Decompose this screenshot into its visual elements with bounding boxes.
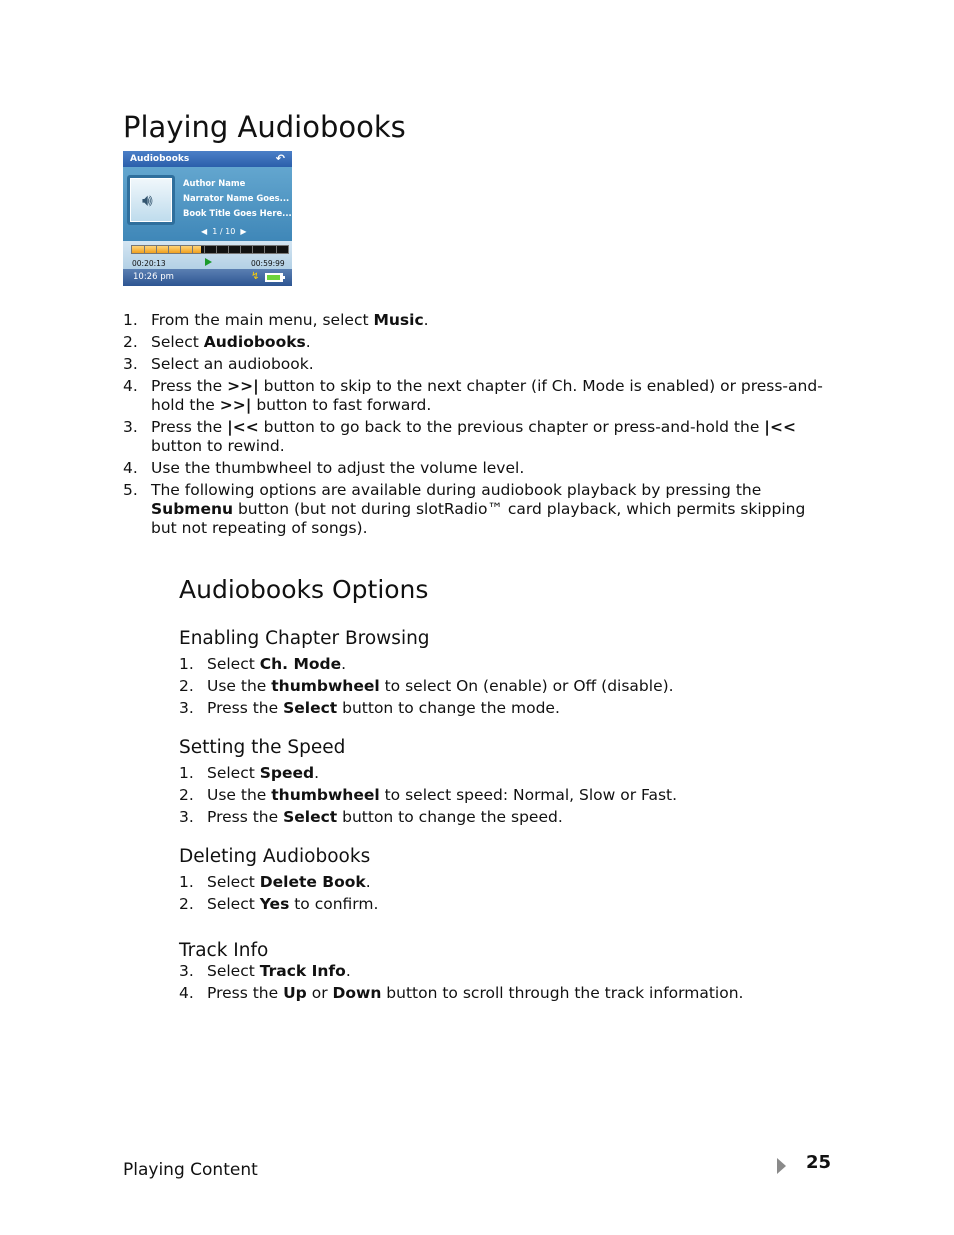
step-keyword: Select (283, 699, 338, 717)
step-keyword: Delete Book (259, 873, 366, 891)
step-text: Select (207, 655, 260, 673)
step-text: button to fast forward. (251, 396, 432, 414)
speaker-icon: 🔊︎ (142, 191, 153, 211)
step-text: button to go back to the previous chapter or press-and-hold the (258, 418, 765, 436)
step-keyword: >>| (227, 377, 259, 395)
step-text: . (341, 655, 347, 673)
device-header: Audiobooks (130, 154, 190, 164)
author-name: Author Name (183, 178, 246, 188)
list-item (123, 311, 823, 330)
step-number: 1. (179, 764, 194, 782)
play-icon (205, 258, 212, 266)
progress-segment (168, 246, 169, 253)
progress-segment (276, 246, 277, 253)
step-keyword: Submenu (151, 500, 234, 518)
section-steps (179, 873, 819, 917)
step-text: The following options are available during audiobook playback by pressing the (151, 481, 762, 499)
step-keyword: |<< (227, 418, 259, 436)
step-text: Select (207, 764, 260, 782)
elapsed-time: 00:20:13 (132, 259, 166, 268)
section-steps (179, 655, 819, 721)
progress-segment (228, 246, 229, 253)
step-number: 2. (123, 333, 138, 351)
section-title: Deleting Audiobooks (179, 846, 371, 867)
footer-section: Playing Content (123, 1160, 258, 1180)
progress-bar (131, 245, 289, 254)
step-keyword: Ch. Mode (259, 655, 342, 673)
progress-segment (252, 246, 253, 253)
step-text: to select On (enable) or Off (disable). (379, 677, 674, 695)
step-keyword: >>| (219, 396, 252, 414)
step-text: Press the (151, 377, 228, 395)
step-number: 3. (179, 699, 194, 717)
step-keyword: Audiobooks (203, 333, 306, 351)
list-item (179, 677, 819, 696)
step-text: Select (207, 895, 260, 913)
step-keyword: Select (283, 808, 338, 826)
list-item (179, 984, 819, 1003)
step-number: 2. (179, 786, 194, 804)
step-keyword: thumbwheel (271, 677, 380, 695)
clock: 10:26 pm (133, 272, 174, 282)
book-cover (127, 175, 175, 225)
step-number: 4. (123, 377, 138, 395)
book-title: Book Title Goes Here... (183, 208, 292, 218)
list-item (179, 873, 819, 892)
list-item (123, 377, 823, 415)
step-text: Select (207, 873, 260, 891)
list-item (179, 786, 819, 805)
step-text: button to change the mode. (337, 699, 560, 717)
step-number: 4. (123, 459, 138, 477)
section-title: Setting the Speed (179, 737, 346, 758)
list-item (123, 333, 823, 352)
step-number: 3. (123, 355, 138, 373)
prev-arrow-icon: ◀ (201, 227, 208, 236)
step-number: 1. (179, 873, 194, 891)
list-item (179, 699, 819, 718)
options-title: Audiobooks Options (179, 575, 429, 604)
step-keyword: thumbwheel (271, 786, 380, 804)
step-text: Select an audiobook. (151, 355, 314, 373)
step-text: button (but not during slotRadio™ card playback, which permits skipping but not repeating of songs). (151, 500, 806, 537)
step-text: . (423, 311, 429, 329)
list-item (123, 459, 823, 478)
list-item (179, 764, 819, 783)
progress-segment (216, 246, 217, 253)
progress-segment (204, 246, 205, 253)
section-title: Track Info (179, 940, 269, 961)
step-text: Use the (207, 786, 272, 804)
progress-segment (144, 246, 145, 253)
step-number: 3. (179, 962, 194, 980)
list-item (179, 808, 819, 827)
list-item (123, 355, 823, 374)
back-icon: ↶ (275, 152, 285, 165)
device-statusbar (123, 269, 292, 286)
step-text: Select (207, 962, 260, 980)
step-text: button to change the speed. (337, 808, 563, 826)
step-text: . (314, 764, 320, 782)
step-keyword: Music (373, 311, 424, 329)
pager-text: 1 / 10 (212, 227, 236, 236)
step-text: Select (151, 333, 204, 351)
battery-icon (265, 273, 283, 282)
next-arrow-icon: ▶ (240, 227, 247, 236)
step-keyword: Yes (259, 895, 290, 913)
step-keyword: Down (332, 984, 382, 1002)
step-text: From the main menu, select (151, 311, 374, 329)
list-item (123, 481, 823, 538)
device-titlebar (123, 151, 292, 167)
step-text: Press the (207, 808, 284, 826)
step-number: 2. (179, 895, 194, 913)
progress-segment (264, 246, 265, 253)
step-keyword: Speed (259, 764, 315, 782)
step-keyword: |<< (764, 418, 796, 436)
step-text: button to skip to the next chapter (if Ch. Mode is enabled) or press-and-hold the (151, 377, 823, 414)
step-text: Press the (151, 418, 228, 436)
progress-segment (180, 246, 181, 253)
step-text: Press the (207, 984, 284, 1002)
page-number: 25 (806, 1152, 832, 1173)
step-keyword: Track Info (259, 962, 346, 980)
step-text: to select speed: Normal, Slow or Fast. (379, 786, 678, 804)
step-number: 4. (179, 984, 194, 1002)
step-number: 2. (179, 677, 194, 695)
step-number: 1. (179, 655, 194, 673)
step-text: Use the (207, 677, 272, 695)
device-body (123, 167, 292, 241)
step-text: . (365, 873, 371, 891)
section-title: Enabling Chapter Browsing (179, 628, 430, 649)
progress-segment (240, 246, 241, 253)
step-text: to confirm. (289, 895, 379, 913)
device-screenshot (123, 151, 292, 286)
page-arrow-icon (777, 1158, 786, 1174)
narrator-name: Narrator Name Goes... (183, 193, 290, 203)
list-item (179, 962, 819, 981)
pager (201, 227, 247, 236)
step-number: 1. (123, 311, 138, 329)
list-item (179, 895, 819, 914)
step-keyword: Up (283, 984, 307, 1002)
list-item (123, 418, 823, 456)
step-text: . (305, 333, 311, 351)
total-time: 00:59:99 (251, 259, 285, 268)
step-number: 3. (123, 418, 138, 436)
step-text: or (306, 984, 333, 1002)
section-steps (179, 962, 819, 1006)
progress-segment (192, 246, 193, 253)
step-text: button to rewind. (151, 437, 285, 455)
section-steps (179, 764, 819, 830)
step-number: 5. (123, 481, 138, 499)
device-playback (123, 241, 292, 286)
step-number: 3. (179, 808, 194, 826)
step-text: . (345, 962, 351, 980)
step-text: Use the thumbwheel to adjust the volume level. (151, 459, 525, 477)
step-text: button to scroll through the track information. (381, 984, 744, 1002)
page-title: Playing Audiobooks (123, 110, 406, 144)
progress-fill (132, 246, 201, 253)
charging-icon: ↯ (251, 271, 260, 282)
progress-segment (156, 246, 157, 253)
list-item (179, 655, 819, 674)
step-text: Press the (207, 699, 284, 717)
main-steps (123, 311, 823, 541)
